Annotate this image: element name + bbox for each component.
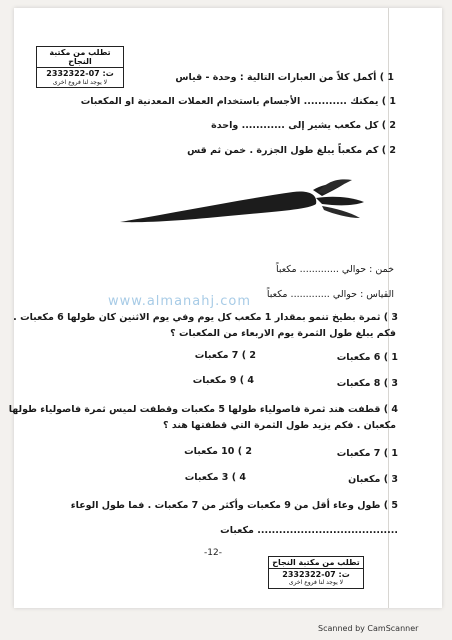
- question-5-answer-line: ....................................... مكعبات: [220, 525, 398, 536]
- stamp-phone: ت: 07-2332322: [46, 69, 114, 79]
- item-3: 2 ) كم مكعباً يبلغ طول الجزرة . خمن ثم قس: [187, 145, 396, 156]
- question-3-line-2: فكم يبلغ طول الثمرة يوم الاربعاء من المكعبات ؟: [170, 328, 396, 339]
- q4-option-2: 2 ) 10 مكعبات: [184, 446, 252, 457]
- question-4-line-2: مكعبان . فكم يزيد طول الثمرة التي قطفتها هند ؟: [163, 420, 396, 431]
- page-number: -12-: [204, 548, 222, 558]
- measure-line: القياس : حوالي ............. مكعباً: [266, 289, 394, 300]
- watermark-text: www.almanahj.com: [108, 294, 251, 309]
- bookstore-stamp-bottom: [268, 556, 364, 589]
- q4-option-3: 3 ) مكعبان: [348, 474, 398, 485]
- guess-line: خمن : حوالي ............. مكعباً: [275, 264, 394, 275]
- question-3-line-1: 3 ) ثمرة بطيخ تنمو بمقدار 1 مكعب كل يوم وفي يوم الاثنين كان طولها 6 مكعبات .: [13, 312, 398, 323]
- q3-option-4: 4 ) 9 مكعبات: [192, 375, 254, 386]
- stamp-phone: ت: 07-2332322: [282, 570, 350, 580]
- q3-option-2: 2 ) 7 مكعبات: [194, 350, 256, 361]
- question-4-line-1: 4 ) قطفت هند ثمرة فاصولياء طولها 5 مكعبات وقطفت لميس ثمرة فاصولياء طولها: [8, 404, 398, 415]
- stamp-title: تطلب من مكتبة النجاح: [37, 47, 123, 68]
- item-1: 1 ) يمكنك ............ الأجسام باستخدام العملات المعدنية او المكعبات: [80, 96, 396, 107]
- bookstore-stamp-top: [36, 46, 124, 88]
- stamp-note: لا يوجد لنا فروع اخرى: [52, 78, 108, 86]
- question-1-heading: 1 ) أكمل كلاً من العبارات التالية : وحدة - قياس: [175, 72, 394, 83]
- scanner-footer: Scanned by CamScanner: [318, 624, 419, 633]
- carrot-illustration: [118, 178, 368, 228]
- q3-option-1: 1 ) 6 مكعبات: [336, 352, 398, 363]
- q4-option-1: 1 ) 7 مكعبات: [336, 448, 398, 459]
- q3-option-3: 3 ) 8 مكعبات: [336, 378, 398, 389]
- q4-option-4: 4 ) 3 مكعبات: [184, 472, 246, 483]
- item-2: 2 ) كل مكعب يشير إلى ............ واحدة: [211, 120, 396, 131]
- question-5-line-1: 5 ) طول وعاء أقل من 9 مكعبات وأكثر من 7 مكعبات . فما طول الوعاء: [70, 500, 398, 511]
- stamp-note: لا يوجد لنا فروع اخرى: [288, 579, 344, 587]
- stamp-title: تطلب من مكتبة النجاح: [269, 557, 363, 569]
